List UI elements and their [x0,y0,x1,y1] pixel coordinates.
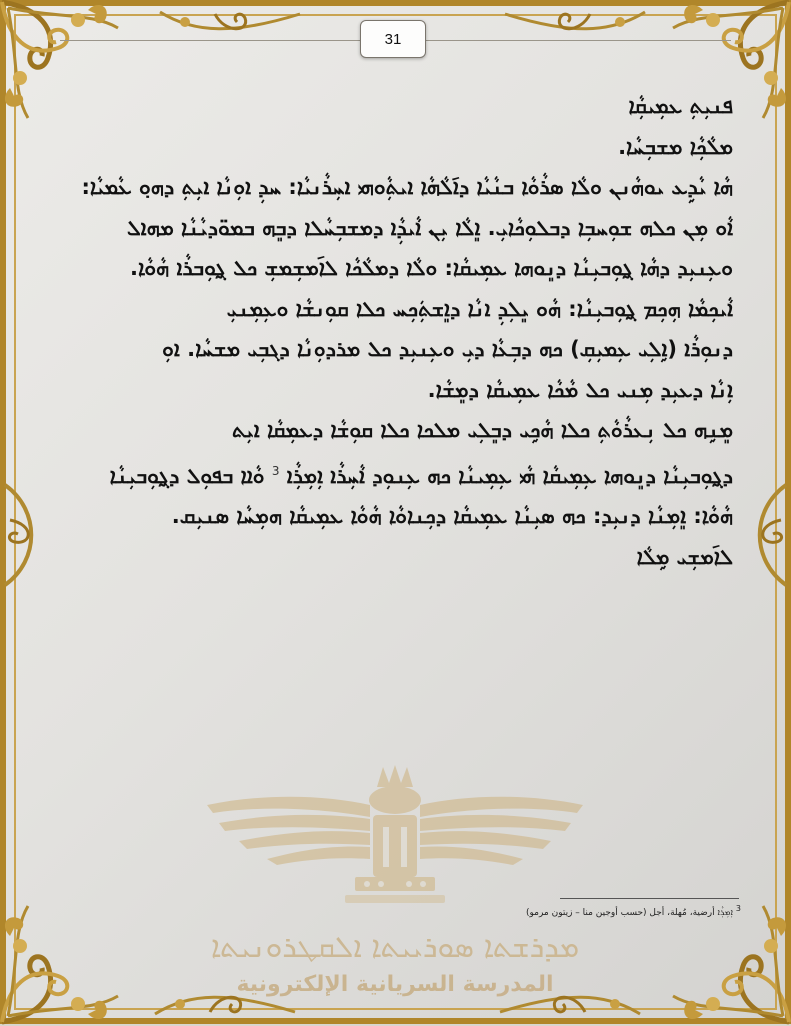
scroll-ornament-icon [500,4,650,44]
page-number: 31 [360,20,426,58]
text-line: ܕܢܘܼܪܵܐ (ܐܹܠܼܝ ܥܼܡܝܼܩܼ) ܟܗ ܕܒܼܥܵܐ ܕܝܼ ܘܥܼܢܝܼܕ ܟܠ ܡܪܕܘܼܢܵܐ ܕܓܒܼܝ ܡܫܚܵܐ. ܐܘܼ [162,337,733,361]
footnote-word: ܐܼܡܼܪܼܵܐ [286,463,323,488]
body-text [58,86,733,577]
footnote [321,904,741,918]
text-line: ܡܸܢܹܗ ܟܠ ܢܼܥܪܵܘܵܬܼ ܟܠܐ ܗܵܟܹܝ ܕܒܸܠܼܝ ܡܠܟܐ ܟܠܐ ܩܘܼܫܵܐ ܕܥܡܼܩܵܐ ܐܝܼܬ [231,418,733,442]
scroll-ornament-icon [0,480,50,590]
footnote-reference[interactable]: 3 [271,463,280,478]
text-line: ܡܠܵܟܼܵܐ ܡܫܒܼܚܵܐ. [618,134,733,159]
text-line: ܦܢܝܼܬܼ ܥܡܼܝܩܼܵܐ [628,94,733,118]
text-line: ܐܼܢܵܐ ܕܥܝܼܕ ܡܼܢܝ ܟܠ ܡܵܟܵܐ ܥܡܼܝܩܵܐ ܕܡܸܫܵܐ. [427,377,733,402]
text-line: ܐܵܝܟܼܡܵܐ ܗܼܟܼܡ ܓ̰ܘܼܒܝܼܢܵܐ: ܗܵܘ ܝܸܠܼܕܼ ܐܢܵܐ ܕܐܸܫܬܲܟܼܚ ܟܠܐ ܩܘܼܢܫܵܐ ܘܥܼܡܼܢܝܼ [226,296,733,321]
edge-ornament-top-right [500,4,650,44]
footnote-rule [560,898,739,899]
text-line: ܗܵܘܵܐ: ܐܸܡܼܢܵܐ ܕܢܝܼܕ: ܟܗ ܣܝܼܢܵܐ ܥܡܼܝܩܵܐ ܕܟܼܢܐܘܵܐ ܗܵܘܵܐ ܥܡܼܝܩܵܐ ܗܡܼܚܵܐ ܣܢܝܼܩ. [171,504,733,528]
scroll-ornament-icon [741,480,791,590]
text-line-with-footnote [58,451,733,497]
text-line: ܘܥܼܢܝܼܕ ܕܗܵܐ ܓ̰ܘܼܒܝܼܢܵܐ ܕܢܸܘܗܐ ܥܡܼܝܩܵܐ: ܘܠܵܐ ܕܡܠܵܟܵܐ ܠܐ݇ܡܫܼܡܫܼ ܟܠ ܓ̰ܘܼܒܪܵܐ ܗܵܘܵܐ. [130,256,733,280]
edge-ornament-top-left [155,4,305,44]
scroll-ornament-icon [155,4,305,44]
text-segment: ܘܵܐܐ ܒܦܘܼܠ ܕܓ̰ܘܼܒܝܼܢܵܐ [109,463,265,488]
text-line: ܐܵܘ ܡܼܢ ܟܠܗ ܫܘܼܚܒܼܐ ܕܒܠܘܼܟܵܐܝܼ. ܐܸܠܵܐ ܝܼܢ ܐܵܝܕܼܵܐ ܕܡܫܒܼܚܵܠܐ ܕܒܸܗ ܒܡܘ̈ܕܝܵܢܵܐ ܡܗܐܠ [127,215,733,240]
text-line: ܗܵܐ ܝܵܕܹܥ ܝܘܗܵܢܢ ܘܠܵܐ ܣܪܵܘܵܐ ܒܢܵܝܵܐ ܕܐ݇ܠܵܗܵܐ ܐܝܬܼܵܘܗܝ ܐܚܼܪܵܢܝܵܐ: ܚܕܼ ܐܘܼܢܵܐ ܐܝܼܬܼ ܕܗܘ݂ ܥܵܡܝܵܐ: [81,175,733,199]
edge-ornament-left [0,480,50,590]
footnote-text: ܐܼܡܼܪܼܵܐ أرضية، مُهلة، أجل (حسب أوجين منا – زيتون مرمو) [525,908,734,918]
school-name-arabic: المدرسة السريانية الإلكترونية [236,972,554,997]
school-name-syriac: ܡܕܪܫܬܐ ܣܘܪܝܝܬܐ ܐܠܩܛܪܘܢܝܬܐ [210,930,580,965]
edge-ornament-right [741,480,791,590]
text-line: ܠܐ݇ܡܫܼܝ ܡܹܠܵܐ [636,544,733,569]
text-segment: ܕܓ̰ܘܼܒܝܼܢܵܐ ܕܢܸܘܗܐ ܥܼܡܼܝܩܵܐ ܗܵܝ ܥܼܡܼܝܢܵܐ ܟܗ ܥܼܢܘܼܕ ܐܵܚܼܪܵܐ [330,463,733,488]
footnote-number: 3 [735,904,741,913]
